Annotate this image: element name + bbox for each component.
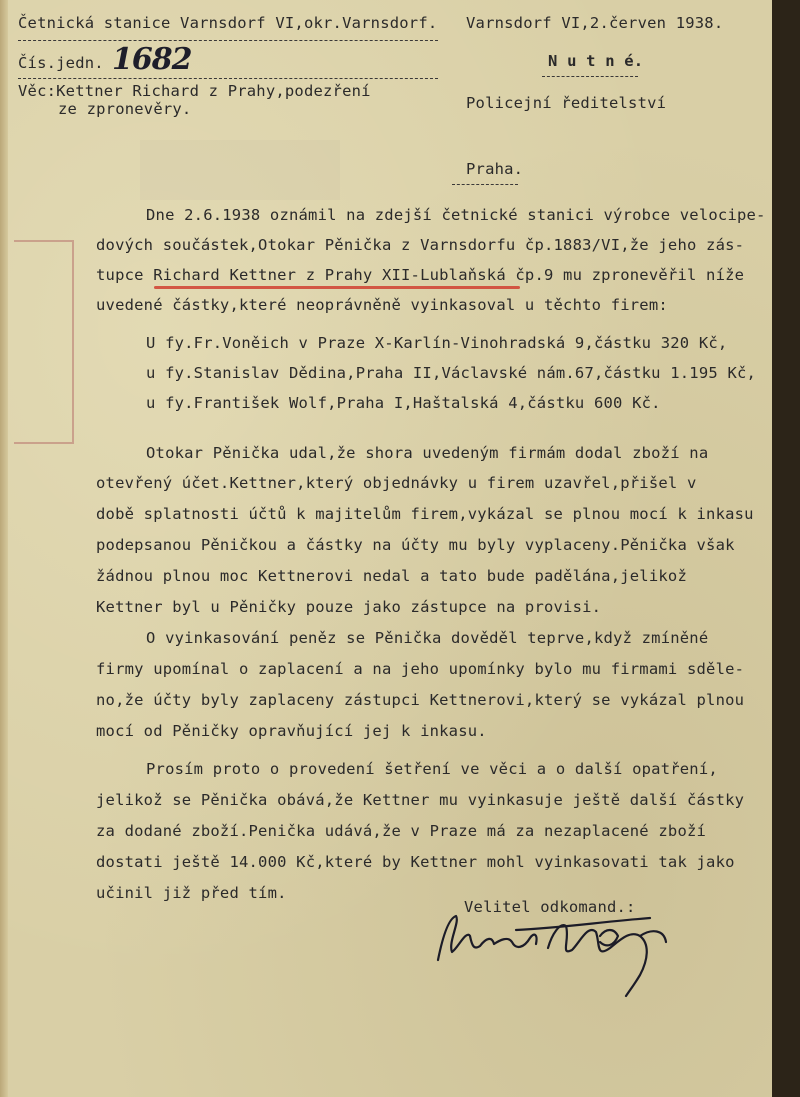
- body-line: tupce Richard Kettner z Prahy XII-Lublaňská čp.9 mu zpronevěřil níže: [96, 266, 745, 284]
- urgent-label: N u t n é.: [548, 52, 644, 70]
- body-line: Prosím proto o provedení šetření ve věci a o další opatření,: [146, 760, 718, 778]
- firm-item: u fy.František Wolf,Praha I,Haštalská 4,částku 600 Kč.: [146, 394, 661, 412]
- addressee: Policejní ředitelství: [466, 94, 667, 112]
- body-line: Kettner byl u Pěničky pouze jako zástupce na provisi.: [96, 598, 602, 616]
- reference-number: 1682: [112, 42, 192, 77]
- body-line: Dne 2.6.1938 oznámil na zdejší četnické stanici výrobce velocipe-: [146, 206, 766, 224]
- body-line: mocí od Pěničky opravňující jej k inkasu.: [96, 722, 487, 740]
- body-line: jelikož se Pěnička obává,že Kettner mu vyinkasuje ještě další částky: [96, 791, 745, 809]
- body-line: firmy upomínal o zaplacení a na jeho upomínky bylo mu firmami sděle-: [96, 660, 745, 678]
- body-line: žádnou plnou moc Kettnerovi nedal a tato bude padělána,jelikož: [96, 567, 687, 585]
- subject-line-1: Věc:Kettner Richard z Prahy,podezření: [18, 82, 371, 100]
- body-line: O vyinkasování peněz se Pěnička dověděl teprve,když zmíněné: [146, 629, 709, 647]
- body-line: uvedené částky,které neoprávněně vyinkasoval u těchto firem:: [96, 296, 668, 314]
- body-line: dostati ještě 14.000 Kč,které by Kettner mohl vyinkasovati tak jako: [96, 853, 735, 871]
- addressee-city: Praha.: [466, 160, 524, 178]
- body-line: za dodané zboží.Penička udává,že v Praze má za nezaplacené zboží: [96, 822, 707, 840]
- subject-line-2: ze zpronevěry.: [58, 100, 192, 118]
- body-line: podepsanou Pěničkou a částky na účty mu byly vyplaceny.Pěnička však: [96, 536, 735, 554]
- signature-label: Velitel odkomand.:: [464, 898, 636, 916]
- date-place: Varnsdorf VI,2.červen 1938.: [466, 14, 724, 32]
- body-line: době splatnosti účtů k majitelům firem,vykázal se plnou mocí k inkasu: [96, 505, 754, 523]
- reference-label: Čís.jedn.: [18, 54, 104, 72]
- body-line: dových součástek,Otokar Pěnička z Varnsdorfu čp.1883/VI,že jeho zás-: [96, 236, 745, 254]
- body-line: otevřený účet.Kettner,který objednávky u firem uzavřel,přišel v: [96, 474, 697, 492]
- station-name: Četnická stanice Varnsdorf VI,okr.Varnsdorf.: [18, 14, 438, 32]
- firm-item: u fy.Stanislav Dědina,Praha II,Václavské nám.67,částku 1.195 Kč,: [146, 364, 757, 382]
- body-line: no,že účty byly zaplaceny zástupci Kettnerovi,který se vykázal plnou: [96, 691, 745, 709]
- body-line: Otokar Pěnička udal,že shora uvedeným firmám dodal zboží na: [146, 444, 709, 462]
- body-line: učinil již před tím.: [96, 884, 287, 902]
- firm-item: U fy.Fr.Voněich v Praze X-Karlín-Vinohradská 9,částku 320 Kč,: [146, 334, 728, 352]
